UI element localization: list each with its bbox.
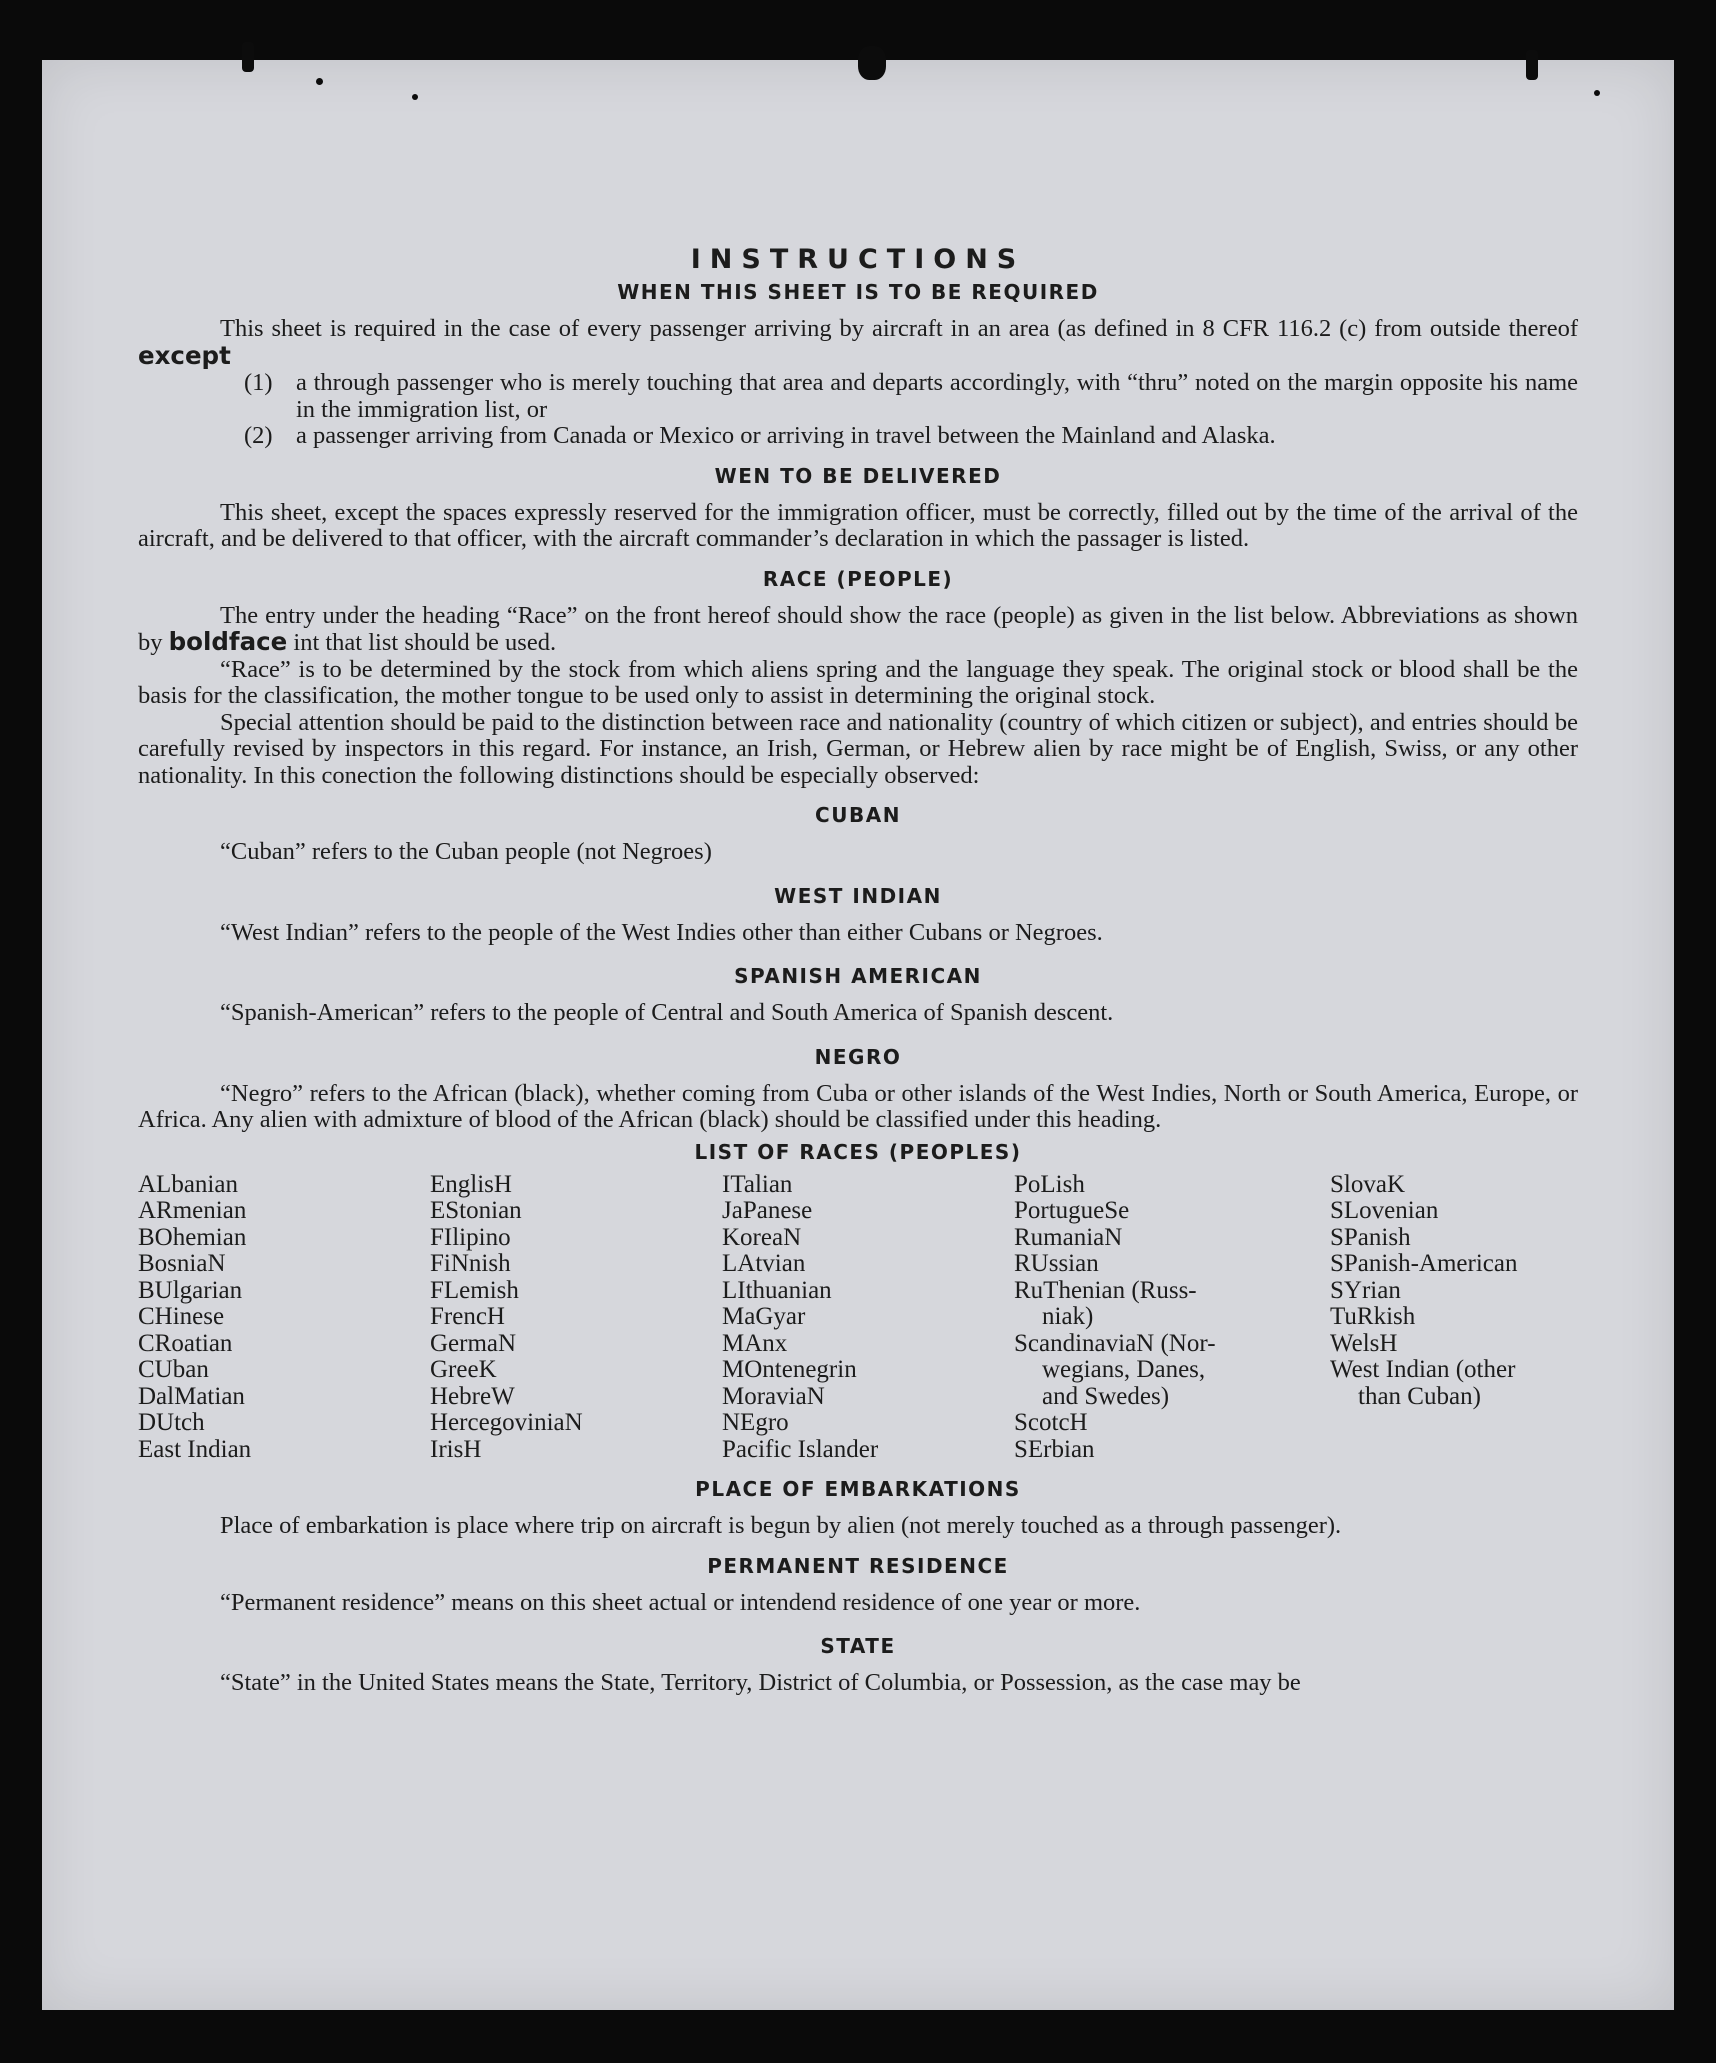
race-item: SPanish <box>1330 1223 1411 1251</box>
race-item: TuRkish <box>1330 1303 1416 1330</box>
race-item: GreeK <box>430 1356 497 1383</box>
race-item: JaPanese <box>722 1197 813 1224</box>
paragraph-race-entry: The entry under the heading “Race” on the front hereof should show the race (people) as given in the list below. Abbreviations as shown by boldface int that list should be used. <box>138 601 1578 656</box>
race-item: FLemish <box>430 1276 519 1304</box>
paragraph-required: This sheet is required in the case of every passenger arriving by aircraft in an area (as defined in 8 CFR 116.2 (c) from outside thereof except <box>138 315 1578 370</box>
race-item: ITalian <box>722 1170 793 1198</box>
race-item: RuThenian (Russ- niak) <box>1014 1276 1197 1330</box>
heading-race: RACE (PEOPLE) <box>762 566 954 591</box>
race-item: RUssian <box>1014 1250 1099 1277</box>
race-item: CUban <box>138 1356 209 1383</box>
keyword-except: except <box>138 340 231 370</box>
heading-state: STATE <box>820 1634 896 1658</box>
race-item: East Indian <box>138 1435 252 1463</box>
race-item: EnglisH <box>430 1170 512 1198</box>
race-item: DalMatian <box>138 1382 245 1410</box>
race-item: MAnx <box>722 1329 788 1357</box>
document-page <box>42 60 1674 2010</box>
race-item: SlovaK <box>1330 1170 1405 1198</box>
race-item: MaGyar <box>722 1303 806 1330</box>
race-item: HercegoviniaN <box>430 1409 583 1436</box>
races-column-5 <box>1330 1172 1578 1464</box>
race-item: LIthuanian <box>722 1276 832 1304</box>
race-item: NEgro <box>722 1409 789 1436</box>
paragraph-delivered: This sheet, except the spaces expressly reserved for the immigration officer, must be correctly, filled out by the time of the arrival of the aircraft, and be delivered to that officer, with the aircraft commander’s declaration in which the passager is listed. <box>138 498 1578 552</box>
race-item: HebreW <box>430 1382 515 1410</box>
race-item: FrencH <box>430 1303 505 1330</box>
paragraph-state: “State” in the United States means the State, Territory, District of Columbia, or Possession, as the case may be <box>220 1669 1301 1696</box>
paragraph-residence: “Permanent residence” means on this sheet actual or intendend residence of one year or more. <box>220 1588 1141 1616</box>
race-item: MOntenegrin <box>722 1356 857 1383</box>
race-item: ARmenian <box>138 1197 247 1224</box>
exception-item-1: (1) a through passenger who is merely touching that area and departs accordingly, with “thru” noted on the margin opposite his name in the immigration list, or <box>244 369 1578 423</box>
race-item: ScandinaviaN (Nor- wegians, Danes, and Swedes) <box>1014 1329 1216 1410</box>
paragraph-negro: “Negro” refers to the African (black), whether coming from Cuba or other islands of the West Indies, North or South America, Europe, or Africa. Any alien with admixture of blood of the African (black) should be classified under this heading. <box>138 1079 1578 1133</box>
race-item: CRoatian <box>138 1329 233 1357</box>
heading-west-indian: WEST INDIAN <box>774 883 942 908</box>
race-item: FiNnish <box>430 1250 511 1277</box>
race-item: West Indian (other than Cuban) <box>1330 1356 1516 1410</box>
race-item: WelsH <box>1330 1329 1398 1357</box>
page-title: INSTRUCTIONS <box>690 244 1026 275</box>
heading-when-delivered: WEN TO BE DELIVERED <box>714 463 1002 488</box>
punch-hole-mark <box>242 42 254 72</box>
heading-negro: NEGRO <box>814 1044 902 1069</box>
races-column-4 <box>1014 1172 1330 1464</box>
race-item: LAtvian <box>722 1250 806 1277</box>
keyword-boldface: boldface <box>168 627 288 656</box>
exception-item-2: (2) a passenger arriving from Canada or Mexico or arriving in travel between the Mainland and Alaska. <box>244 422 1276 449</box>
races-column-3 <box>722 1172 1014 1464</box>
race-item: PoLish <box>1014 1170 1085 1198</box>
paragraph-cuban: “Cuban” refers to the Cuban people (not Negroes) <box>220 838 712 865</box>
heading-place-of-embarkation: PLACE OF EMBARKATIONS <box>695 1477 1021 1501</box>
heading-list-of-races: LIST OF RACES (PEOPLES) <box>694 1139 1022 1164</box>
heading-permanent-residence: PERMANENT RESIDENCE <box>707 1553 1009 1578</box>
paragraph-west-indian: “West Indian” refers to the people of the West Indies other than either Cubans or Negroes. <box>220 918 1103 946</box>
race-item: BUlgarian <box>138 1276 243 1304</box>
races-column-1 <box>138 1172 430 1464</box>
paragraph-embarkation: Place of embarkation is place where trip on aircraft is begun by alien (not merely touched as a through passenger). <box>220 1512 1342 1539</box>
race-item: BosniaN <box>138 1250 226 1277</box>
race-item: KoreaN <box>722 1223 802 1251</box>
paragraph-spanish-american: “Spanish-American” refers to the people of Central and South America of Spanish descent. <box>220 999 1114 1026</box>
paragraph-race-stock: “Race” is to be determined by the stock from which aliens spring and the language they speak. The original stock or blood shall be the basis for the classification, the mother tongue to be used only to assist in determining the original stock. <box>138 655 1578 709</box>
race-item: PortugueSe <box>1014 1197 1130 1224</box>
race-item: ScotcH <box>1014 1409 1088 1436</box>
race-item: FIlipino <box>430 1223 511 1251</box>
instructions-content <box>138 190 1578 1697</box>
heading-spanish-american: SPANISH AMERICAN <box>734 964 982 988</box>
race-item: BOhemian <box>138 1223 247 1251</box>
speck-mark <box>316 78 323 85</box>
races-list <box>138 1172 1578 1464</box>
race-item: SErbian <box>1014 1435 1095 1463</box>
race-item: DUtch <box>138 1409 205 1436</box>
speck-mark <box>412 94 418 100</box>
speck-mark <box>1594 90 1600 96</box>
race-item: RumaniaN <box>1014 1223 1123 1251</box>
race-item: GermaN <box>430 1329 517 1357</box>
race-item: SLovenian <box>1330 1197 1439 1224</box>
race-item: Pacific Islander <box>722 1435 879 1463</box>
race-item: ALbanian <box>138 1170 238 1198</box>
heading-cuban: CUBAN <box>815 803 901 827</box>
punch-hole-mark <box>1526 50 1538 80</box>
race-item: EStonian <box>430 1197 522 1224</box>
race-item: IrisH <box>430 1435 482 1463</box>
race-item: SYrian <box>1330 1276 1401 1304</box>
heading-when-required: WHEN THIS SHEET IS TO BE REQUIRED <box>617 280 1099 304</box>
race-item: CHinese <box>138 1303 225 1330</box>
race-item: MoraviaN <box>722 1382 825 1410</box>
punch-hole-mark <box>858 46 886 80</box>
paragraph-race-nationality: Special attention should be paid to the distinction between race and nationality (country of which citizen or subject), and entries should be carefully revised by inspectors in this regard. For instance, an Irish, German, or Hebrew alien by race might be of English, Swiss, or any other nationality. In this conection the following distinctions should be especially observed: <box>138 708 1578 789</box>
race-item: SPanish-American <box>1330 1250 1518 1277</box>
races-column-2 <box>430 1172 722 1464</box>
